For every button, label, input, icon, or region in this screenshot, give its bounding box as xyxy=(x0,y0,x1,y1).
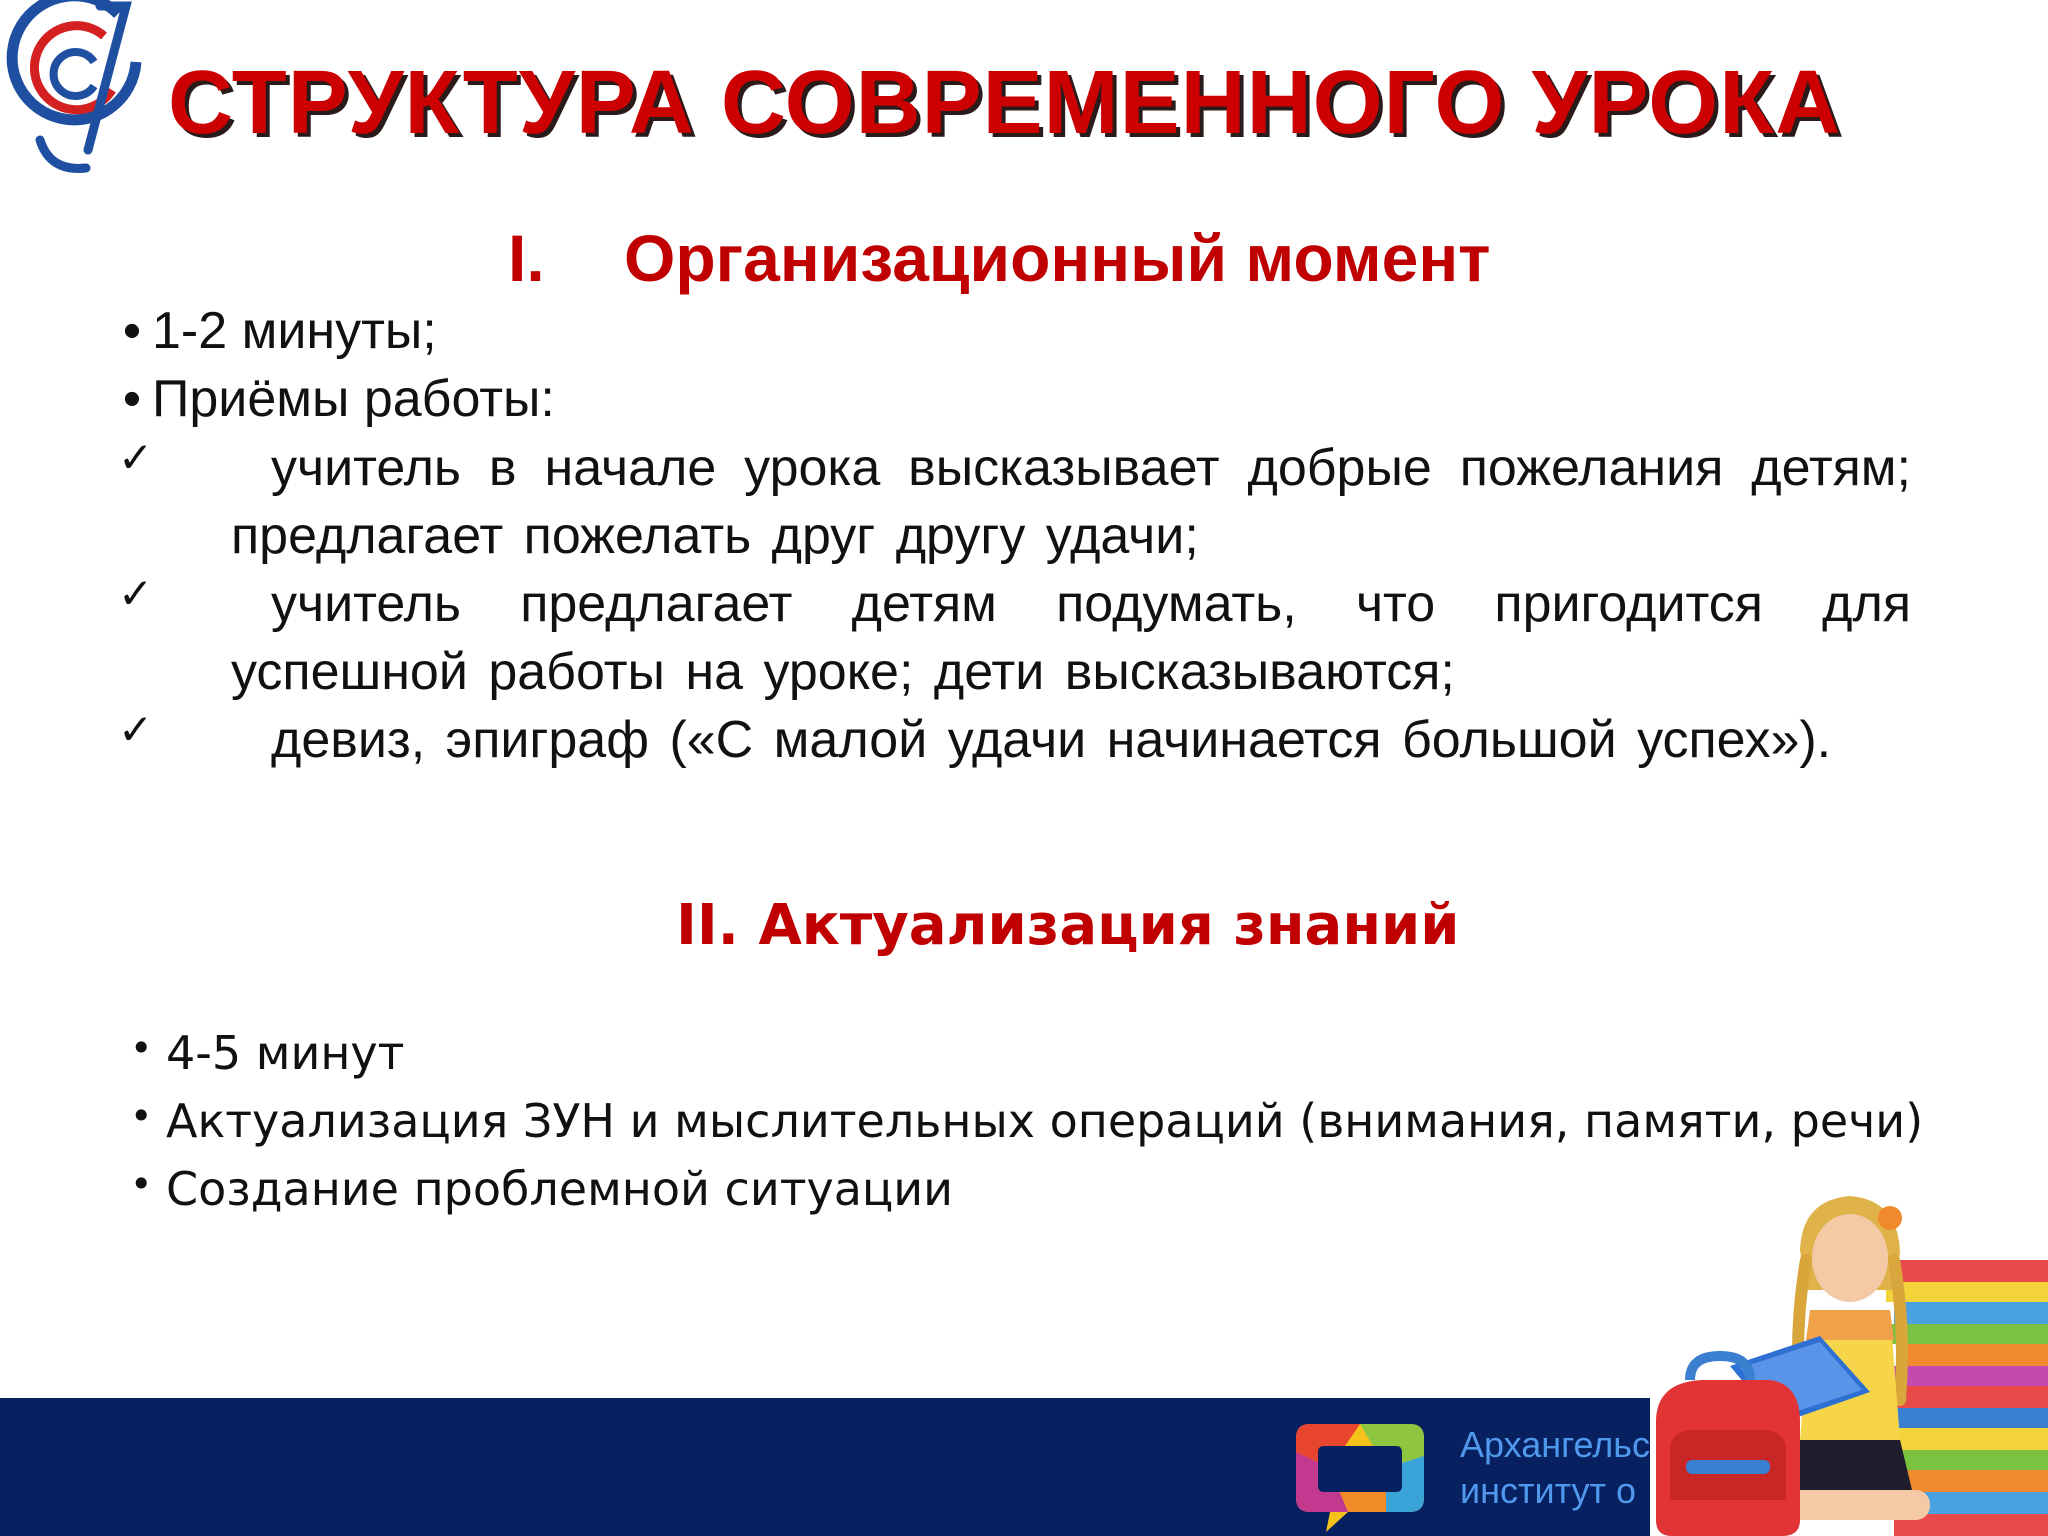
check-item xyxy=(118,434,1913,574)
bullet-icon: • xyxy=(122,370,142,428)
list-item-techniques xyxy=(112,366,555,432)
bullet-icon: • xyxy=(130,1026,153,1070)
list-item-text: Актуализация ЗУН и мыслительных операций (внимания, памяти, речи) xyxy=(166,1094,1924,1148)
list-item xyxy=(130,1154,953,1219)
footer-organization-name xyxy=(1460,1422,1650,1532)
check-item-text: девиз, эпиграф («С малой удачи начинается большой успех»). xyxy=(271,711,1832,769)
list-item xyxy=(130,1086,1923,1151)
speech-bubble-mosaic-icon xyxy=(1290,1412,1430,1534)
checkmark-icon: ✓ xyxy=(118,569,154,618)
bullet-icon: • xyxy=(130,1162,153,1206)
checkmark-icon: ✓ xyxy=(118,705,154,754)
girl-with-books-illustration xyxy=(1650,1160,2048,1536)
bullet-icon: • xyxy=(122,302,142,360)
section-two-heading: II. Актуализация знаний xyxy=(676,893,1460,958)
checkmark-icon: ✓ xyxy=(118,433,154,482)
section-one-title: Организационный момент xyxy=(624,221,1491,295)
section-one-numeral: I. xyxy=(508,221,545,295)
section-one-heading xyxy=(508,218,1708,298)
list-item xyxy=(130,1018,404,1083)
bullet-icon: • xyxy=(130,1094,153,1138)
check-item xyxy=(118,570,1913,710)
list-item-text: Приёмы работы: xyxy=(152,370,555,428)
backpack-icon xyxy=(1656,1356,1800,1536)
list-item-text: 4-5 минут xyxy=(166,1026,405,1080)
footer-org-line: институт о xyxy=(1460,1470,1636,1511)
list-item-text: 1-2 минуты; xyxy=(152,302,437,360)
check-item-text: учитель предлагает детям подумать, что пригодится для успешной работы на уроке; дети высказываются; xyxy=(231,575,1911,701)
list-item-text: Создание проблемной ситуации xyxy=(166,1162,954,1216)
check-item xyxy=(118,706,1913,846)
footer-org-line: Архангельс xyxy=(1460,1424,1650,1465)
page-title: СТРУКТУРА СОВРЕМЕННОГО УРОКА xyxy=(168,53,1842,153)
list-item-duration xyxy=(112,298,437,364)
institute-emblem-icon xyxy=(0,0,150,175)
check-item-text: учитель в начале урока высказывает добрые пожелания детям; предлагает пожелать друг другу удачи; xyxy=(231,439,1911,565)
